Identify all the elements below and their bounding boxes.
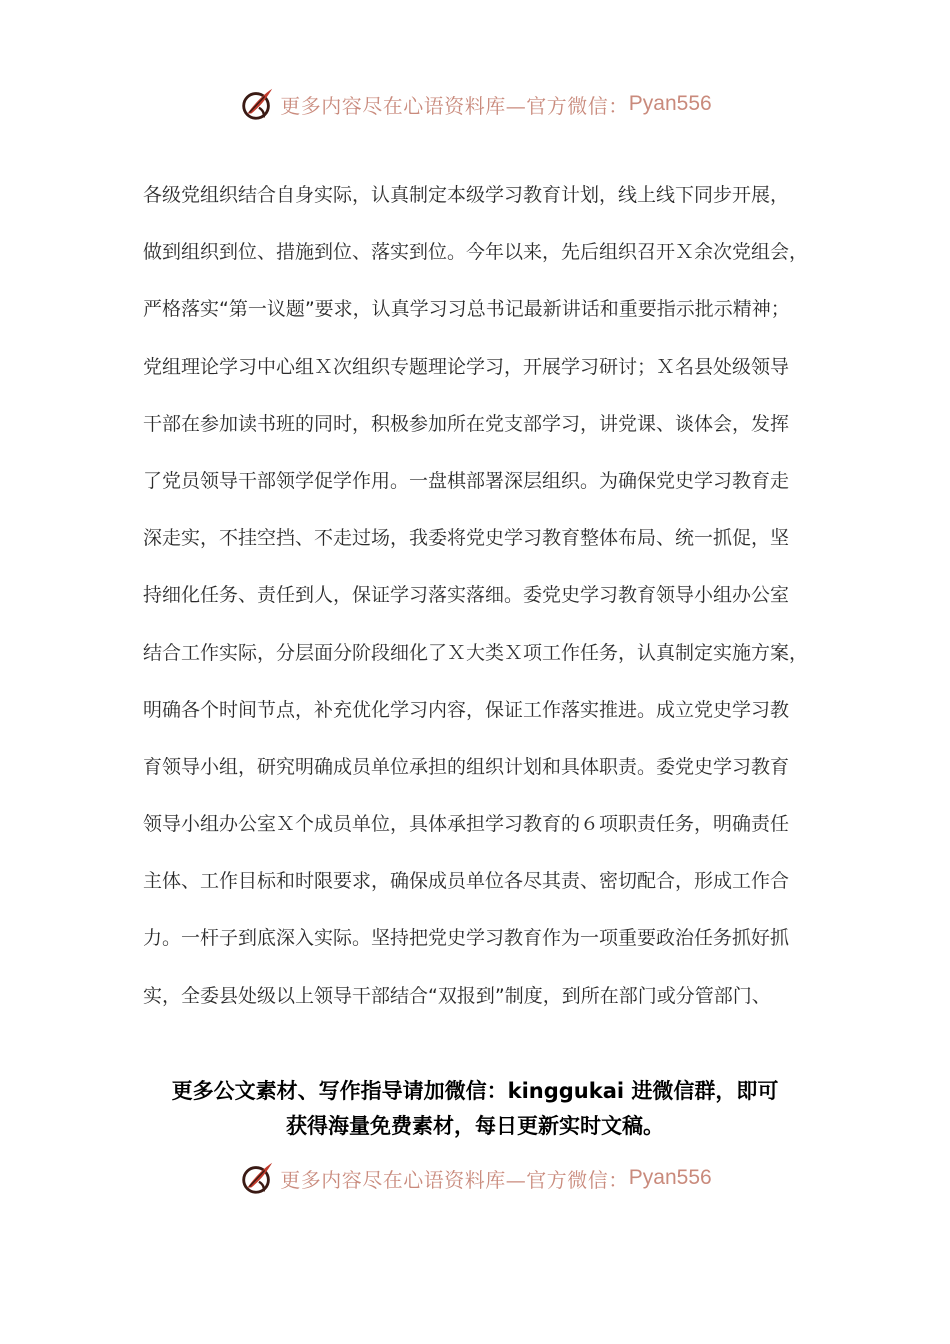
footer-banner-text: 更多内容尽在心语资料库—官方微信： [280,1167,629,1192]
body-line-5: 干部在参加读书班的同时，积极参加所在党支部学习，讲党课、谈体会，发挥 [143,412,790,435]
promo-note [0,1074,950,1144]
body-line-1: 各级党组织结合自身实际，认真制定本级学习教育计划，线上线下同步开展， [143,184,790,206]
body-line-7: 深走实，不挂空挡、不走过场，我委将党史学习教育整体布局、统一抓促，坚 [143,527,790,550]
body-line-4: 党组理论学习中心组Ｘ次组织专题理论学习，开展学习研讨；Ｘ名县处级领导 [143,355,790,378]
footer-wechat-id: Pyan556 [628,1166,712,1189]
body-line-15: 实，全委县处级以上领导干部结合“双报到”制度，到所在部门或分管部门、 [143,984,771,1007]
body-line-8: 持细化任务、责任到人，保证学习落实落细。委党史学习教育领导小组办公室 [143,584,790,607]
header-banner-text: 更多内容尽在心语资料库—官方微信： [280,93,629,118]
body-line-9: 结合工作实际，分层面分阶段细化了Ｘ大类Ｘ项工作任务，认真制定实施方案， [143,641,809,664]
quill-logo-icon [238,85,276,123]
quill-logo-icon [238,1159,276,1197]
promo-line-2: 获得海量免费素材，每日更新实时文稿。 [286,1114,664,1138]
body-line-10: 明确各个时间节点，补充优化学习内容，保证工作落实推进。成立党史学习教 [143,698,790,721]
body-line-14: 力。一杆子到底深入实际。坚持把党史学习教育作为一项重要政治任务抓好抓 [143,927,790,950]
body-line-6: 了党员领导干部领学促学作用。一盘棋部署深层组织。为确保党史学习教育走 [143,469,790,492]
body-line-13: 主体、工作目标和时限要求，确保成员单位各尽其责、密切配合，形成工作合 [143,870,790,893]
body-line-12: 领导小组办公室Ｘ个成员单位，具体承担学习教育的６项职责任务，明确责任 [143,813,790,836]
body-line-11: 育领导小组，研究明确成员单位承担的组织计划和具体职责。委党史学习教育 [143,755,790,778]
body-line-3: 严格落实“第一议题”要求，认真学习习总书记最新讲话和重要指示批示精神； [143,298,790,321]
body-line-2: 做到组织到位、措施到位、落实到位。今年以来，先后组织召开Ｘ余次党组会， [143,241,809,264]
document-body [143,172,813,1030]
header-wechat-id: Pyan556 [628,92,712,115]
footer-watermark-banner [0,1158,950,1198]
header-watermark-banner [0,84,950,124]
promo-line-1: 更多公文素材、写作指导请加微信：kinggukai 进微信群，即可 [171,1079,779,1103]
